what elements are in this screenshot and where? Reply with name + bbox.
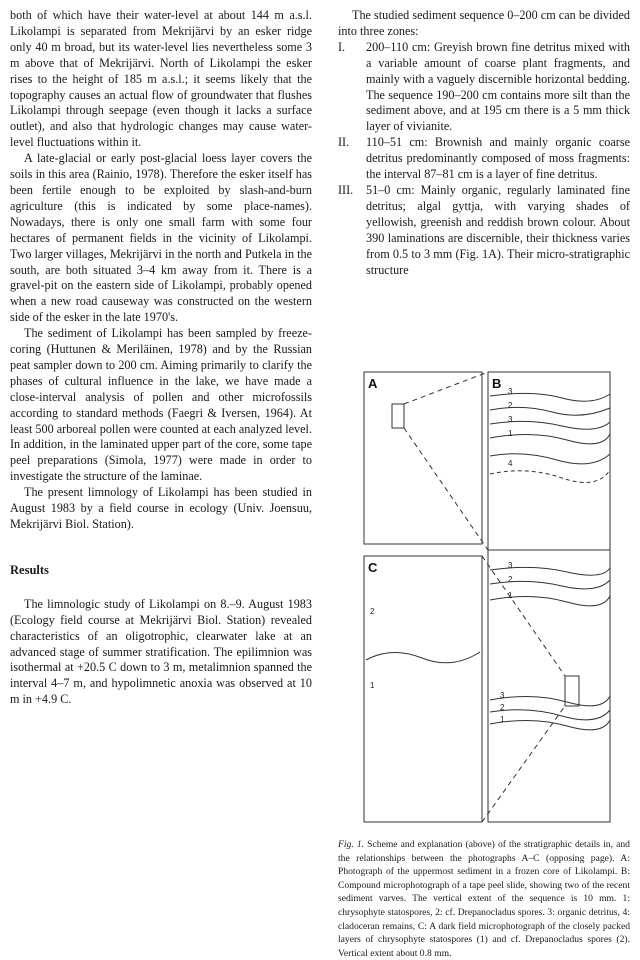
- panel-b-layer-label: 3: [508, 415, 513, 424]
- zone-number: I.: [338, 39, 346, 54]
- panel-b-bottom-line: [490, 720, 610, 730]
- panel-c-boundary-line: [366, 652, 480, 663]
- panel-c-label-lower: 1: [370, 681, 375, 690]
- paragraph-loess-agriculture: A late-glacial or early post-glacial loess layer covers the soils in this area (Rainio, 1978). Therefore the esker itself has been fertile enough to be exploited by slash-and-burn agriculture (this is indicated by some place-names). Nowadays, there is only one small farm with some four hectares of permanent fields in the vicinity of Likolampi. Two larger villages, Mekrijärvi in the north and Putkela in the south, are both situated 3–4 km away from it. There is a gravel-pit on the eastern side of Likolampi, probably opened when a new road causeway was constructed on the western side of the esker in the late 1970's.: [10, 151, 312, 325]
- connector-dashed: [404, 428, 488, 550]
- left-column: [10, 8, 312, 708]
- panel-b-layer-label: 2: [508, 401, 513, 410]
- figure-caption: [338, 838, 630, 960]
- panel-b-layer-label: 1: [508, 429, 513, 438]
- zone-item: [338, 135, 630, 183]
- zone-text: 200–110 cm: Greyish brown fine detritus mixed with a variable amount of coarse plant fragments, and mainly with a vaguely discernible horizontal bedding. The sequence 190–200 cm contains more silt than the sediment above, and at 195 cm there is a 5 mm thick layer of vivianite.: [366, 39, 630, 134]
- panel-b-layer-label: 4: [508, 459, 513, 468]
- zone-text: 51–0 cm: Mainly organic, regularly laminated fine detritus; algal gyttja, with varying shades of yellowish, greenish and reddish brown colour. About 390 laminations are discernible, their thickness varies from 0.5 to 3 mm (Fig. 1A). Their micro-stratigraphic structure: [366, 182, 630, 277]
- paragraph-sampling-methods: The sediment of Likolampi has been sampled by freeze-coring (Huttunen & Meriläinen, 1978) and by the Russian peat sampler down to 200 cm. Aiming primarily to clarify the phases of cultural influence in the lake, we have made a close-interval analysis of pollen and other microfossils according to standard methods (Faegri & Iversen, 1964). At least 500 arboreal pollen were counted at each analyzed level. In addition, in the laminated upper part of the core, some tape peel preparations (Simola, 1977) were made in order to investigate the structure of the laminae.: [10, 326, 312, 484]
- zone-item: [338, 183, 630, 278]
- panel-b-layer-label: 3: [508, 387, 513, 396]
- zone-number: III.: [338, 182, 354, 197]
- panel-b-bottom-label: 2: [500, 703, 505, 712]
- panel-b-bottom-label: 3: [500, 691, 505, 700]
- panel-b-bottom-line: [490, 696, 610, 706]
- paragraph-results: The limnologic study of Likolampi on 8.–9. August 1983 (Ecology field course at Mekrijärvi Biol. Station) revealed characteristics of an oligotrophic, clearwater lake at an advanced stage of summer stratification. The epilimnion was isothermal at +20.5 C down to 3 m, metalimnion spanned the interval 4–7 m, and hypolimnetic anoxia was observed at 10 m in +4.9 C.: [10, 596, 312, 707]
- caption-text: Scheme and explanation (above) of the stratigraphic details in, and the relationships between the photographs A–C (opposing page). A: Photograph of the uppermost sediment in a frozen core of Likolampi. B: Compound microphotograph of a tape peel slide, showing two of the recent sediment varves. The vertical extent of the sequence is 10 mm. 1: chrysophyte statospores, 2: cf. Drepanocladus spores. 3: organic detritus, 4: cladoceran remains, C: A dark field microphotograph of the closely packed layers of chrysophyte statospores (1) and cf. Drepanocladus spores (2). Vertical extent about 0.8 mm.: [338, 839, 630, 959]
- right-column: [338, 8, 630, 278]
- paragraph-site-hydrology: both of which have their water-level at about 144 m a.s.l. Likolampi is separated from Mekrijärvi by an esker ridge only 40 m broad, but its water-level lies nevertheless some 3 m above that of Mekrijärvi. North of Likolampi the esker rises to the height of 185 m a.s.l.; it seems likely that the topography causes an actual flow of groundwater that flushes Likolampi through seepage (even though it lacks a surface outlet), and also that hydrologic changes may cause water-level fluctuations within it.: [10, 8, 312, 150]
- panel-b-bottom-label: 1: [500, 715, 505, 724]
- paragraph-zones-intro: The studied sediment sequence 0–200 cm can be divided into three zones:: [338, 8, 630, 38]
- section-heading-results: Results: [10, 562, 49, 577]
- panel-label-b: B: [492, 376, 502, 391]
- connector-dashed: [404, 372, 488, 404]
- panel-b-lower-label: 3: [508, 561, 513, 570]
- panel-a-inset-box: [392, 404, 404, 428]
- panel-c-label-upper: 2: [370, 607, 375, 616]
- panel-b-lower-label: 1: [508, 591, 513, 600]
- zone-text: 110–51 cm: Brownish and mainly organic coarse detritus predominantly composed of moss fragments: the interval 87–81 cm is a layer of fine detritus.: [366, 135, 630, 182]
- caption-lead: Fig. 1.: [338, 839, 365, 850]
- panel-c-inset-box: [565, 676, 579, 706]
- panel-b-layer-dashed: [490, 470, 610, 483]
- stratigraphic-scheme-figure: [362, 370, 612, 830]
- zone-item: [338, 40, 630, 135]
- panel-b-frame: [488, 372, 610, 822]
- panel-b-lower-label: 2: [508, 575, 513, 584]
- panel-c-frame: [364, 556, 482, 822]
- panel-label-a: A: [368, 376, 378, 391]
- panel-b-bottom-line: [490, 710, 610, 720]
- panel-label-c: C: [368, 560, 378, 575]
- connector-dashed: [482, 556, 565, 676]
- panel-a-frame: [364, 372, 482, 544]
- paragraph-limnology-study: The present limnology of Likolampi has been studied in August 1983 by a field course in ecology (Univ. Joensuu, Mekrijärvi Biol. Station).: [10, 485, 312, 531]
- zone-number: II.: [338, 135, 350, 150]
